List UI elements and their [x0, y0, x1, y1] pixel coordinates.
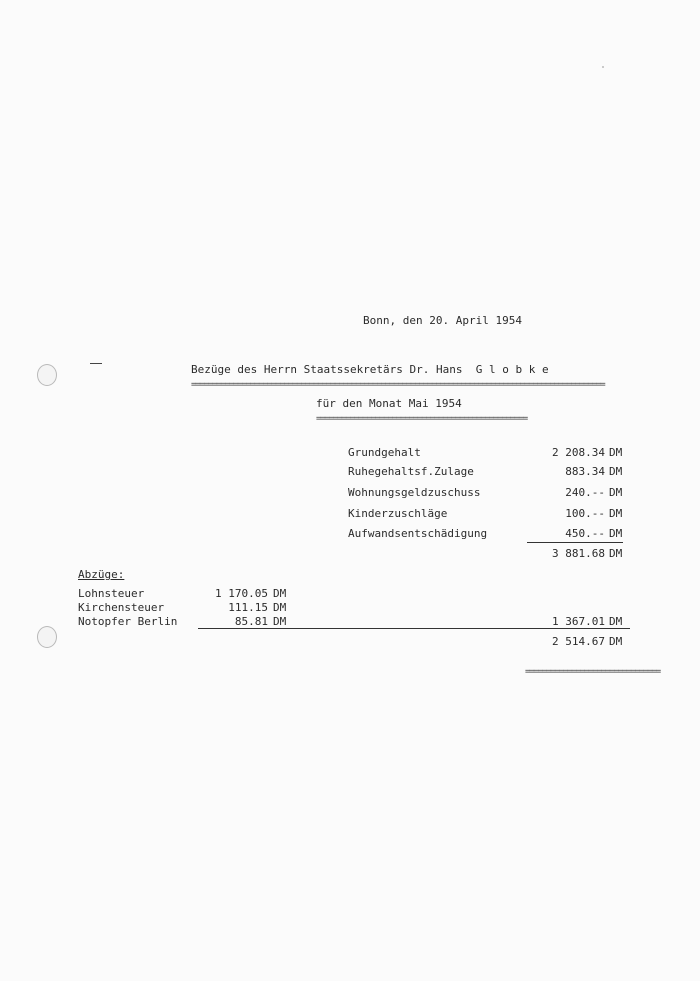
income-unit: DM [609, 446, 623, 459]
punch-hole-top [37, 364, 57, 386]
income-amount: 240.-- [565, 486, 605, 499]
deduction-amount: 1 170.05 [215, 587, 268, 600]
net-total-double-underline: ================================ [525, 667, 660, 677]
punch-hole-bottom [37, 626, 57, 648]
deduction-label: Lohnsteuer [78, 587, 145, 600]
margin-dash-mark [90, 363, 102, 364]
income-unit: DM [609, 527, 623, 540]
deduction-amount: 85.81 [234, 615, 268, 628]
income-amount: 2 208.34 [552, 446, 605, 459]
deductions-total-unit: DM [609, 615, 623, 628]
deduction-unit: DM [273, 587, 287, 600]
income-unit: DM [609, 486, 623, 499]
income-amount: 883.34 [565, 465, 605, 478]
income-sum-line [527, 542, 623, 543]
net-total-amount: 2 514.67 [552, 635, 605, 648]
income-label: Ruhegehaltsf.Zulage [348, 465, 474, 478]
income-unit: DM [609, 507, 623, 520]
income-total-unit: DM [609, 547, 623, 560]
date-line: Bonn, den 20. April 1954 [363, 314, 522, 327]
income-amount: 450.-- [565, 527, 605, 540]
income-label: Grundgehalt [348, 446, 421, 459]
net-total-unit: DM [609, 635, 623, 648]
document-heading: Bezüge des Herrn Staatssekretärs Dr. Hans G l o b k e [191, 363, 549, 376]
income-unit: DM [609, 465, 623, 478]
deduction-amount: 111.15 [228, 601, 268, 614]
subheading-double-underline: ================================================== [316, 414, 527, 424]
income-amount: 100.-- [565, 507, 605, 520]
deduction-unit: DM [273, 615, 287, 628]
deductions-title: Abzüge: [78, 568, 125, 581]
deduction-unit: DM [273, 601, 287, 614]
deduction-label: Notopfer Berlin [78, 615, 178, 628]
deductions-sum-line [198, 628, 630, 629]
deductions-total-amount: 1 367.01 [552, 615, 605, 628]
income-label: Kinderzuschläge [348, 507, 448, 520]
income-label: Wohnungsgeldzuschuss [348, 486, 481, 499]
income-total-amount: 3 881.68 [552, 547, 605, 560]
speck-mark [602, 66, 604, 68]
heading-double-underline: ================================================================================================== [191, 380, 605, 390]
income-label: Aufwandsentschädigung [348, 527, 488, 540]
document-subheading: für den Monat Mai 1954 [316, 397, 462, 410]
deduction-label: Kirchensteuer [78, 601, 165, 614]
